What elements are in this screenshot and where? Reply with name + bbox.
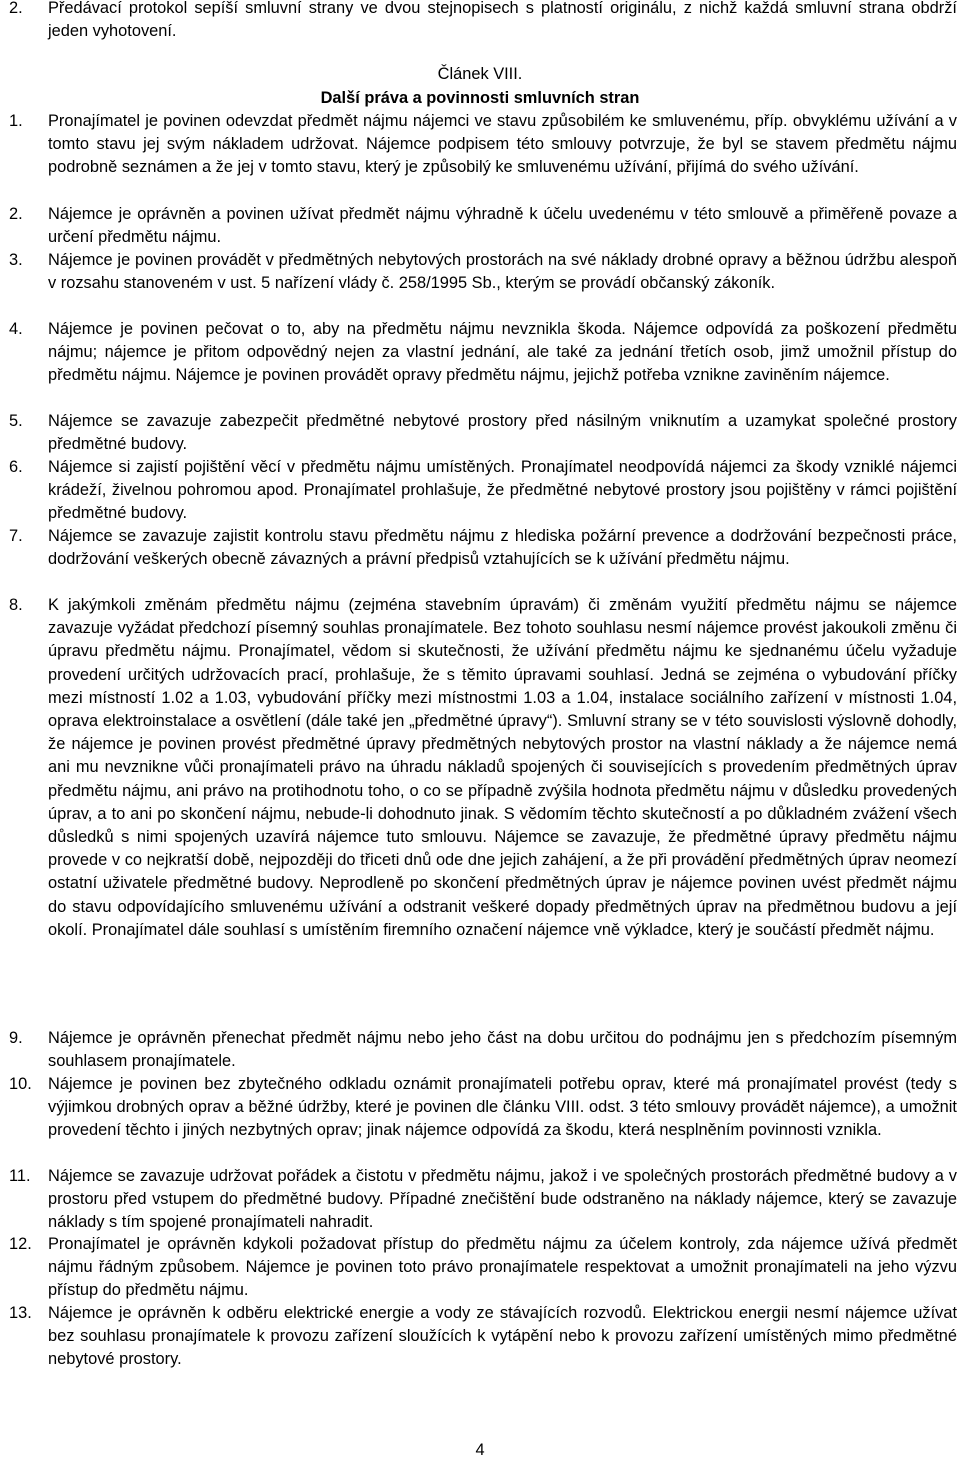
- clause-7: [9, 525, 957, 571]
- clause-text: Předávací protokol sepíší smluvní strany ve dvou stejnopisech s platností originálu, z nichž každá smluvní strana obdrží jeden vyhotovení.: [48, 0, 957, 41]
- clause-number: 4.: [9, 320, 23, 338]
- clause-1: [9, 110, 957, 180]
- clause-text: Pronajímatel je povinen odevzdat předmět nájmu nájemci ve stavu způsobilém ke smluvenému, příp. obvyklému užívání a v tomto stavu jej svým nákladem udržovat. Nájemce podpisem této smlouvy potvrzuje, že byl se stavem předmětu nájmu podrobně seznámen a že jej v tomto stavu, který je způsobilý ke smluvenému užívání, přijímá do svého užívání.: [48, 112, 957, 177]
- clause-text: Pronajímatel je oprávněn kdykoli požadovat přístup do předmětu nájmu za účelem kontroly, zda nájemce užívá předmět nájmu řádným způsobem. Nájemce je povinen toto právo pronajímatele respektovat a umožnit pronajímateli na jeho výzvu přístup do předmětu nájmu.: [48, 1235, 957, 1300]
- clause-12: [9, 1233, 957, 1303]
- clause-10: [9, 1073, 957, 1143]
- clause-number: 5.: [9, 412, 23, 430]
- clause-text: Nájemce je oprávněn a povinen užívat předmět nájmu výhradně k účelu uvedenému v této smlouvě a přiměřeně povaze a určení předmětu nájmu.: [48, 205, 957, 247]
- clause-8: [9, 594, 957, 942]
- clause-number: 11.: [9, 1167, 31, 1185]
- clause-text: Nájemce se zavazuje udržovat pořádek a čistotu v předmětu nájmu, jakož i ve společných prostorách předmětné budovy a v prostoru před vstupem do předmětné budovy. Případné znečištění bude odstraněno na náklady nájemce, který se zavazuje náklady s tím spojené pronajímateli nahradit.: [48, 1167, 957, 1232]
- clause-text: K jakýmkoli změnám předmětu nájmu (zejména stavebním úpravám) či změnám využití předmětu nájmu se nájemce zavazuje vyžádat předchozí písemný souhlas pronajímatele. Bez tohoto souhlasu nesmí nájemce provést jakoukoli změnu či úpravu předmětu nájmu. Pronajímatel, vědom si skutečnosti, že užívání předmětu nájmu ke sjednanému účelu vyžaduje provedení určitých udržovacích prací, prohlašuje, že s těmito úpravami souhlasí. Jedná se zejména o vybudování příčky mezi místností 1.02 a 1.03, vybudování příčky mezi místnostmi 1.03 a 1.04, instalace sociálního zařízení v místnosti 1.04, oprava elektroinstalace a osvětlení (dále také jen „předmětné úpravy“). Smluvní strany se v této souvislosti výslovně dohodly, že nájemce je povinen provést předmětné úpravy předmětných nebytových prostor na vlastní náklady a že nájemce nemá ani mu nevznikne vůči pronajímateli právo na úhradu nákladů spojených či souvisejících s provedením předmětných úprav předmětu nájmu, ani právo na protihodnotu toho, o co se případně zvýšila hodnota předmětu nájmu v důsledku provedených úprav, a to ani po skončení nájmu, nebude-li dohodnuto jinak. S vědomím těchto skutečností a po důkladném zvážení všech důsledků s nimi spojených uzavírá nájemce tuto smlouvu. Nájemce se zavazuje, že předmětné úpravy předmětu nájmu provede v co nejkratší době, nejpozději do třiceti dnů ode dne jejich zahájení, a že při provádění předmětných úprav neomezí ostatní uživatele předmětné budovy. Neprodleně po skončení předmětných úprav je nájemce povinen uvést předmět nájmu do stavu odpovídajícího smluvenému užívání a odstranit veškeré dopady předmětných úprav na předmětnou budovu a její okolí. Pronajímatel dále souhlasí s umístěním firemního označení nájemce vně výkladce, který je součástí předmět nájmu.: [48, 596, 957, 939]
- clause-vii-2: [9, 0, 957, 43]
- clause-text: Nájemce je povinen pečovat o to, aby na předmětu nájmu nevznikla škoda. Nájemce odpovídá za poškození předmětu nájmu; nájemce je přitom odpovědný nejen za vlastní jednání, ale také za jednání třetích osob, jimž umožnil přístup do předmětu nájmu. Nájemce je povinen provádět opravy předmětu nájmu, jejichž potřeba vznikne zaviněním nájemce.: [48, 320, 957, 385]
- clause-9: [9, 1027, 957, 1073]
- clause-11: [9, 1165, 957, 1235]
- clause-number: 2.: [9, 205, 23, 223]
- clause-number: 7.: [9, 527, 23, 545]
- clause-number: 1.: [9, 112, 23, 130]
- clause-number: 3.: [9, 251, 23, 269]
- article-title: Další práva a povinnosti smluvních stran: [320, 89, 640, 107]
- clause-number: 9.: [9, 1029, 23, 1047]
- clause-5: [9, 410, 957, 456]
- clause-3: [9, 249, 957, 295]
- clause-text: Nájemce je povinen provádět v předmětných nebytových prostorách na své náklady drobné opravy a běžnou údržbu alespoň v rozsahu stanoveném v ust. 5 nařízení vlády č. 258/1995 Sb., kterým se provádí občanský zákoník.: [48, 251, 957, 293]
- clause-number: 13.: [9, 1304, 32, 1322]
- clause-4: [9, 318, 957, 388]
- clause-number: 8.: [9, 596, 23, 614]
- page-number: 4: [475, 1441, 485, 1459]
- clause-number: 2.: [9, 0, 23, 17]
- clause-text: Nájemce si zajistí pojištění věcí v předmětu nájmu umístěných. Pronajímatel neodpovídá nájemci za škody vzniklé nájemci krádeží, živelnou pohromou apod. Pronajímatel prohlašuje, že předmětné nebytové prostory jsou pojištěny v rámci pojištění předmětné budovy.: [48, 458, 957, 523]
- clause-13: [9, 1302, 957, 1372]
- clause-text: Nájemce se zavazuje zajistit kontrolu stavu předmětu nájmu z hlediska požární prevence a dodržování bezpečnosti práce, dodržování veškerých obecně závazných a právní předpisů vztahujících se k užívání předmětu nájmu.: [48, 527, 957, 569]
- clause-number: 6.: [9, 458, 23, 476]
- clause-text: Nájemce je povinen bez zbytečného odkladu oznámit pronajímateli potřebu oprav, které má pronajímatel provést (tedy s výjimkou drobných oprav a běžné údržby, které je povinen dle článku VIII. odst. 3 této smlouvy provádět nájemce), a umožnit provedení těchto i jiných nezbytných oprav; jinak nájemce odpovídá za škodu, která nesplněním povinnosti vznikla.: [48, 1075, 957, 1140]
- clause-text: Nájemce se zavazuje zabezpečit předmětné nebytové prostory před násilným vniknutím a uzamykat společné prostory předmětné budovy.: [48, 412, 957, 454]
- clause-2: [9, 203, 957, 249]
- clause-6: [9, 456, 957, 526]
- article-label: Článek VIII.: [437, 65, 523, 83]
- clause-text: Nájemce je oprávněn přenechat předmět nájmu nebo jeho část na dobu určitou do podnájmu jen s předchozím písemným souhlasem pronajímatele.: [48, 1029, 957, 1071]
- clause-number: 10.: [9, 1075, 32, 1093]
- clause-number: 12.: [9, 1235, 32, 1253]
- clause-text: Nájemce je oprávněn k odběru elektrické energie a vody ze stávajících rozvodů. Elektrickou energii nesmí nájemce užívat bez souhlasu pronajímatele k provozu zařízení sloužících k vytápění nebo k provozu zařízení umístěných mimo předmětné nebytové prostory.: [48, 1304, 957, 1369]
